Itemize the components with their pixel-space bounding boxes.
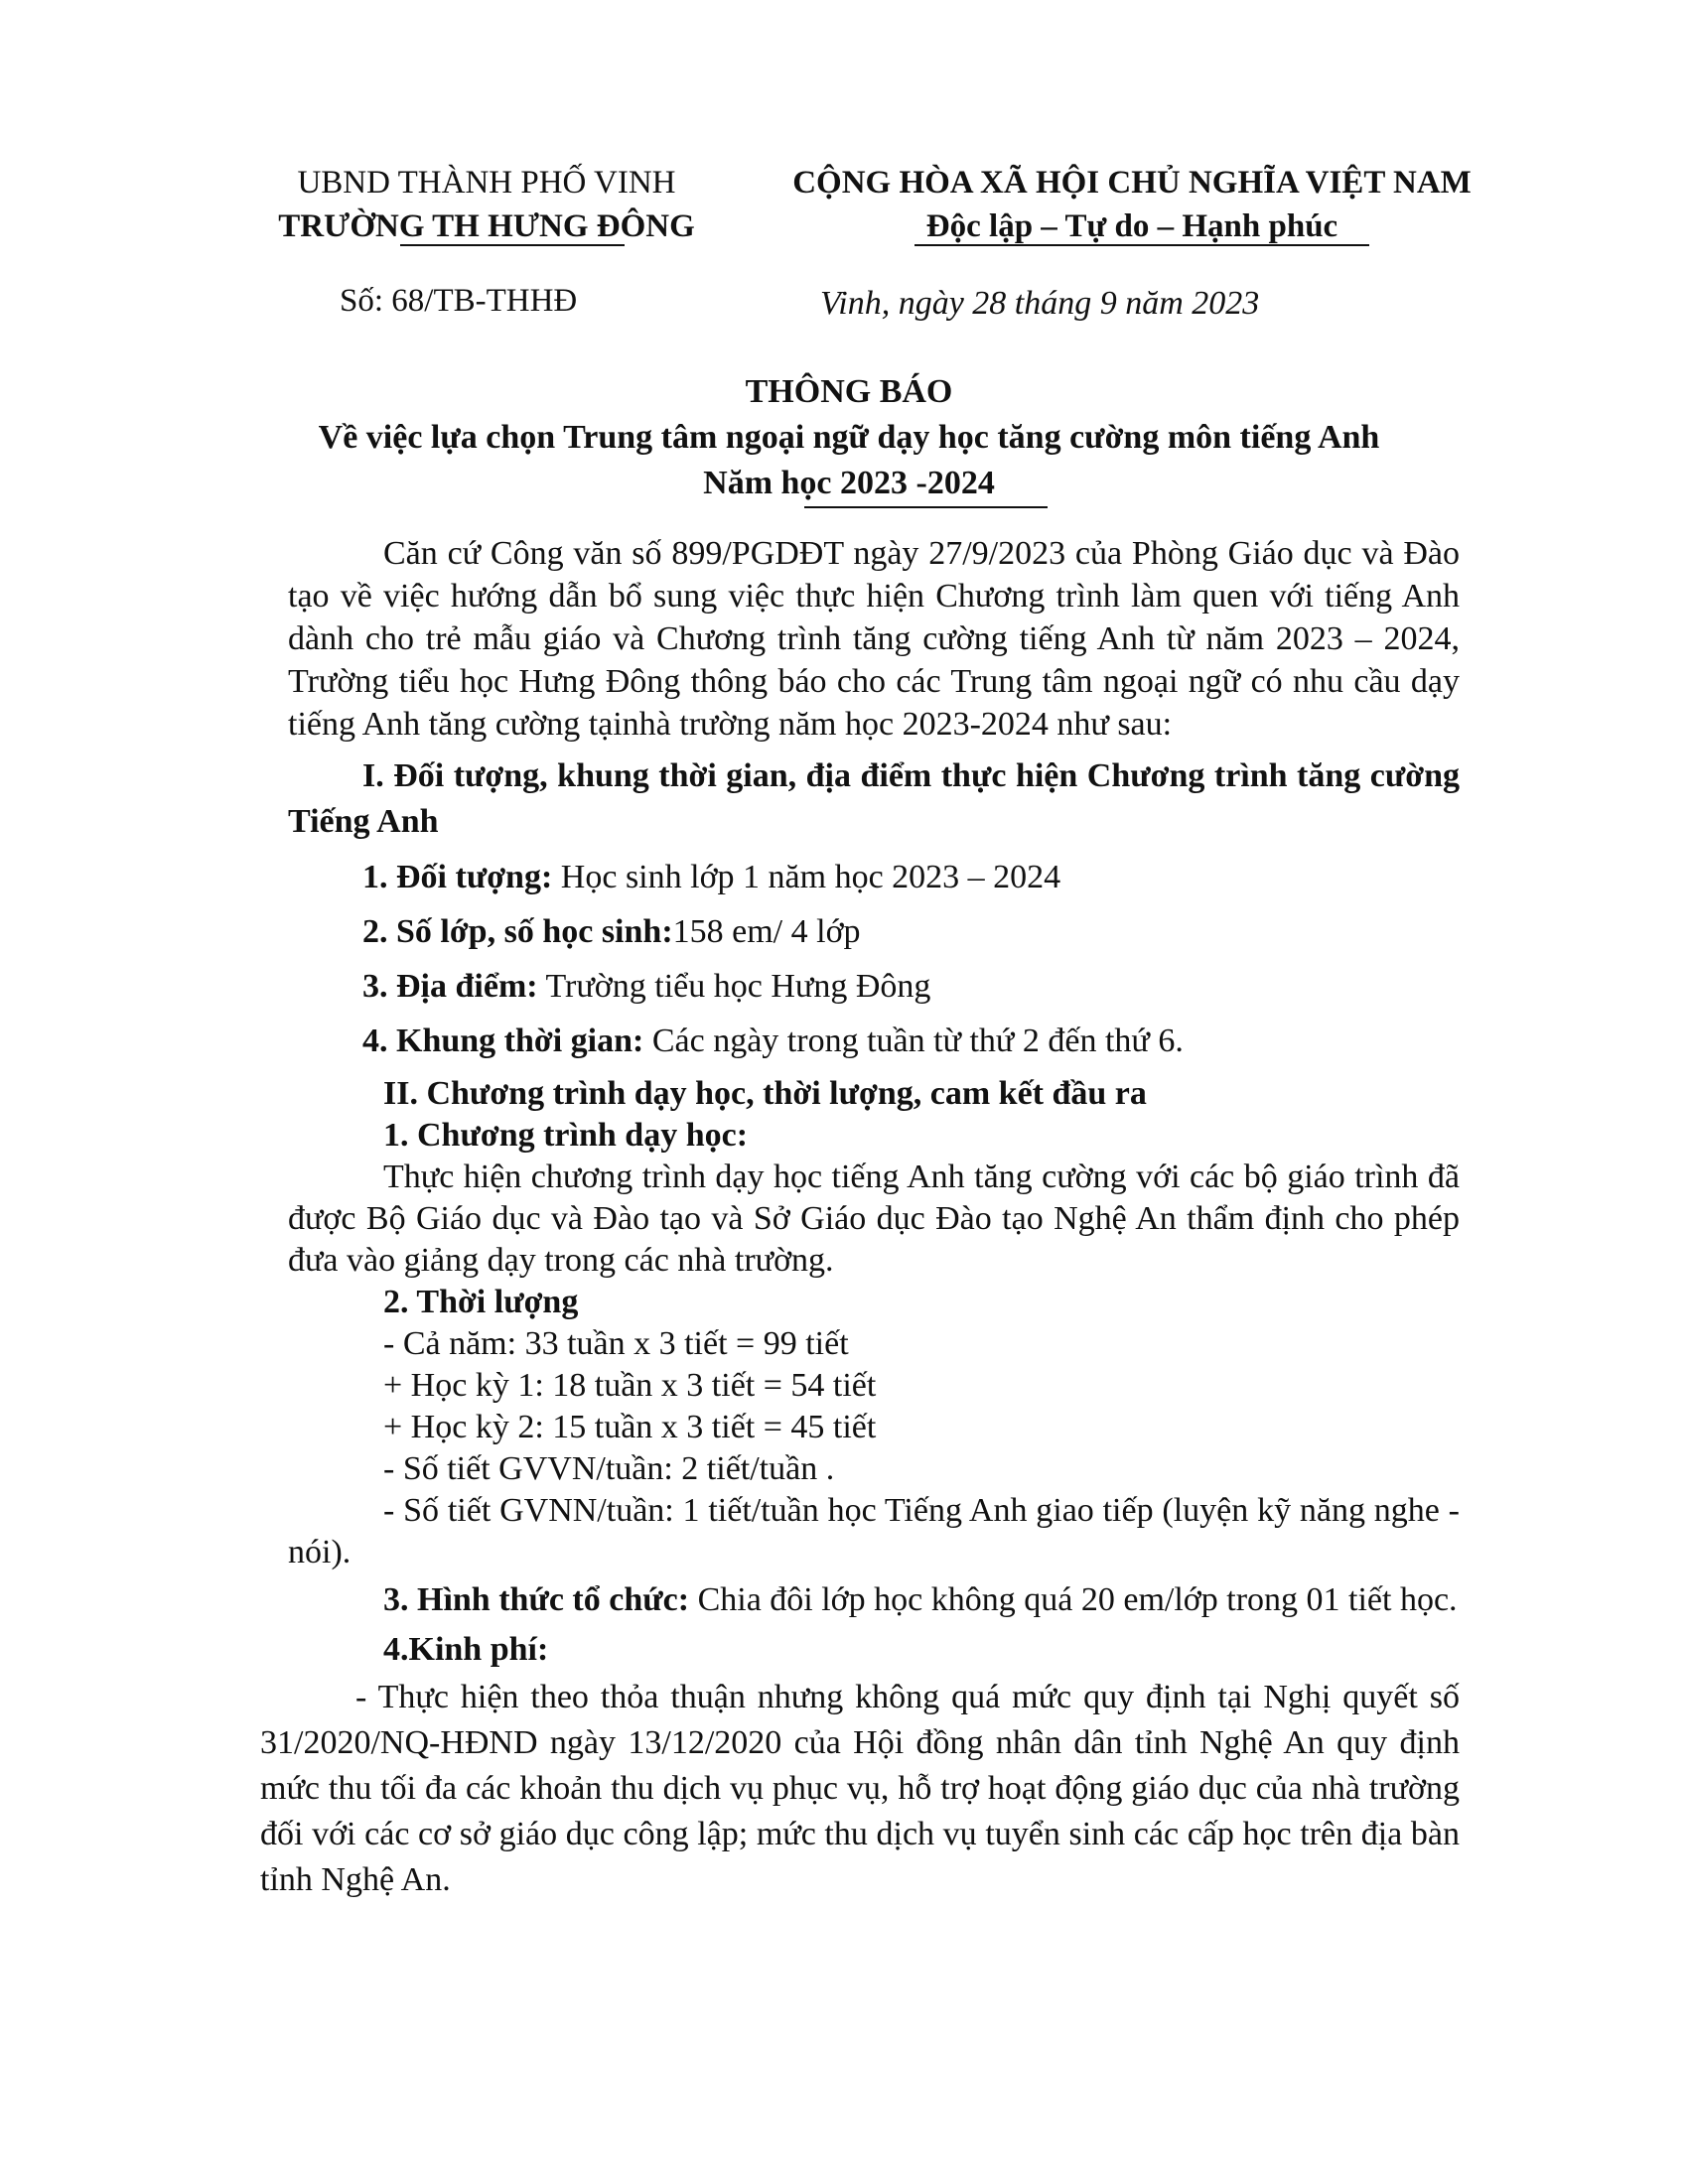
document-subtitle: Về việc lựa chọn Trung tâm ngoại ngữ dạy học tăng cường môn tiếng Anh [318, 419, 1380, 456]
subsection-1-text: Thực hiện chương trình dạy học tiếng Anh tăng cường với các bộ giáo trình đã được Bộ Giáo dục và Đào tạo và Sở Giáo dục Đào tạo Nghệ An thẩm định cho phép đưa vào giảng dạy trong các nhà trường. [288, 1159, 1460, 1279]
motto-underline [914, 244, 1369, 246]
duration-line: - Số tiết GVVN/tuần: 2 tiết/tuần . [383, 1450, 835, 1487]
subsection-4-heading: 4.Kinh phí: [383, 1631, 549, 1668]
item-label: 4. Khung thời gian: [362, 1023, 644, 1059]
issuer-authority: UBND THÀNH PHỐ VINH [297, 165, 676, 201]
intro-paragraph: Căn cứ Công văn số 899/PGDĐT ngày 27/9/2023 của Phòng Giáo dục và Đào tạo về việc hướng dẫn bổ sung việc thực hiện Chương trình làm quen với tiếng Anh dành cho trẻ mẫu giáo và Chương trình tăng cường tiếng Anh từ năm 2023 – 2024, Trường tiểu học Hưng Đông thông báo cho các Trung tâm ngoại ngữ có nhu cầu dạy tiếng Anh tăng cường tạinhà trường năm học 2023-2024 như sau: [288, 535, 1460, 743]
section-1-item [362, 856, 1460, 899]
national-title: CỘNG HÒA XÃ HỘI CHỦ NGHĨA VIỆT NAM [792, 165, 1472, 201]
subsection-3 [288, 1579, 1460, 1621]
item-value: Trường tiểu học Hưng Đông [537, 968, 931, 1005]
title-underline [804, 506, 1048, 508]
subsection-1-heading: 1. Chương trình dạy học: [383, 1117, 749, 1154]
item-value: Học sinh lớp 1 năm học 2023 – 2024 [552, 859, 1061, 895]
duration-line: + Học kỳ 1: 18 tuần x 3 tiết = 54 tiết [383, 1367, 877, 1404]
national-motto-block [755, 161, 1509, 248]
duration-foreign-teacher: - Số tiết GVNN/tuần: 1 tiết/tuần học Tiếng Anh giao tiếp (luyện kỹ năng nghe - nói). [288, 1492, 1460, 1570]
document-number: Số: 68/TB-THHĐ [340, 283, 578, 319]
subsection-3-text: Chia đôi lớp học không quá 20 em/lớp trong 01 tiết học. [689, 1581, 1458, 1618]
item-label: 1. Đối tượng: [362, 859, 553, 895]
item-label: 2. Số lớp, số học sinh: [362, 913, 673, 950]
section-2-heading: II. Chương trình dạy học, thời lượng, cam kết đầu ra [383, 1075, 1147, 1112]
duration-line: - Cả năm: 33 tuần x 3 tiết = 99 tiết [383, 1325, 849, 1362]
item-value: 158 em/ 4 lớp [672, 913, 861, 950]
subsection-3-label: 3. Hình thức tổ chức: [383, 1581, 690, 1618]
national-motto: Độc lập – Tự do – Hạnh phúc [925, 208, 1338, 244]
section-1-item [362, 910, 1460, 954]
section-1-heading: I. Đối tượng, khung thời gian, địa điểm thực hiện Chương trình tăng cường Tiếng Anh [288, 757, 1460, 840]
document-body [260, 532, 1460, 1903]
funding-block [260, 1675, 1460, 1903]
issuer-school: TRƯỜNG TH HƯNG ĐÔNG [278, 208, 695, 244]
title-block [238, 369, 1460, 506]
item-value: Các ngày trong tuần từ thứ 2 đến thứ 6. [643, 1023, 1184, 1059]
school-year: Năm học 2023 -2024 [703, 465, 995, 501]
subsection-2-heading: 2. Thời lượng [383, 1284, 579, 1320]
item-label: 3. Địa điểm: [362, 968, 538, 1005]
duration-line: + Học kỳ 2: 15 tuần x 3 tiết = 45 tiết [383, 1409, 877, 1445]
issuer-block [238, 161, 735, 248]
document-title: THÔNG BÁO [745, 373, 953, 410]
issuer-underline [400, 244, 625, 246]
subsection-4-text: - Thực hiện theo thỏa thuận nhưng không quá mức quy định tại Nghị quyết số 31/2020/NQ-HĐND ngày 13/12/2020 của Hội đồng nhân dân tỉnh Nghệ An quy định mức thu tối đa các khoản thu dịch vụ phục vụ, hỗ trợ hoạt động giáo dục của nhà trường đối với các cơ sở giáo dục công lập; mức thu dịch vụ tuyển sinh các cấp học trên địa bàn tỉnh Nghệ An. [260, 1679, 1460, 1898]
section-1-item [362, 965, 1460, 1009]
section-1-item [362, 1020, 1460, 1063]
document-date: Vinh, ngày 28 tháng 9 năm 2023 [820, 285, 1260, 322]
